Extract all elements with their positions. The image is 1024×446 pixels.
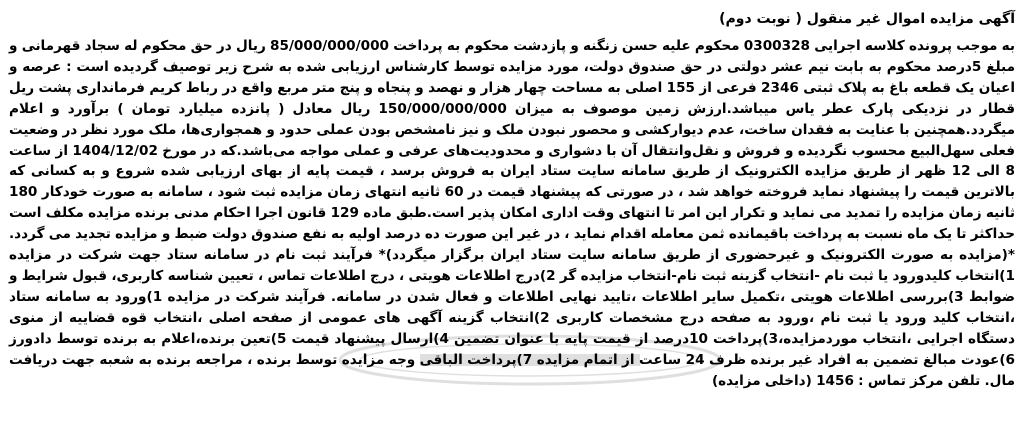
notice-body: به موجب پرونده کلاسه اجرایی 0300328 محکوم علیه حسن زنگنه و پازدشت محکوم به پرداخت 85/000/000/000 ریال در حق محکوم له سجاد قهرمانی و مبلغ 5درصد محکوم به بابت نیم عشر دولتی در حق صندوق دولت، مورد مزایده توسط کارشناس ارزیابی شده به شرح زیر توصیف گردیده است : عرصه و اعیان یک قطعه باغ به پلاک ثبتی 2346 فرعی از 155 اصلی به مساحت چهار هزار و نهصد و پنجاه و پنج متر مربع واقع در رباط کریم فرمانداری پشت ریل قطار در نزدیکی پارک عطر یاس میباشد.ارزش زمین موصوف به میزان 150/000/000/000 ریال معادل ( پانزده میلیارد تومان ) برآورد و اعلام میگردد.همچنین با عنایت به فقدان ساخت، عدم دیوارکشی و محصور نبودن ملک و نیز نامشخص بودن عملی حدود و همجواری‌ها، ملک مورد نظر در وضعیت فعلی سهل‌البیع محسوب نگردیده و فروش و نقل‌وانتقال آن با دشواری و محدودیت‌های عرفی و عملی مواجه می‌باشد.که در مورخ 1404/12/02 از ساعت 8 الی 12 ظهر از طریق مزایده الکترونیک از طریق سامانه سایت ستاد ایران به فروش برسد ، قیمت پایه از بهای ارزیابی شده شروع و به کسانی که بالاترین قیمت را پیشنهاد نماید فروخته خواهد شد ، در صورتی که پیشنهاد قیمت در 60 ثانیه انتهای زمان مزایده ثبت شود ، سامانه به صورت خودکار 180 ثانیه زمان مزایده را تمدید می نماید و تکرار این امر تا انتهای وقت اداری امکان پذیر است.طبق ماده 129 قانون اجرا احکام مدنی برنده مزایده مکلف است حداکثر تا یک ماه نسبت به پرداخت باقیمانده ثمن معامله اقدام نماید ، در غیر این صورت ده درصد اولیه به نفع صندوق دولت ضبط و مزایده تجدید می گردد. *(مزایده به صورت الکترونیک و غیرحضوری از طریق سامانه سایت ستاد ایران برگزار میگردد)* فرآیند ثبت نام در سامانه ستاد جهت شرکت در مزایده 1)انتخاب کلیدورود یا ثبت نام -انتخاب گزینه ثبت نام-انتخاب مزایده گر 2)درج اطلاعات هویتی ، درج اطلاعات تماس ، تعیین شناسه کاربری، قبول شرایط و ضوابط 3)بررسی اطلاعات هویتی ،تکمیل سایر اطلاعات ،تایید نهایی اطلاعات و فعال شدن در سامانه. فرآیند شرکت در مزایده 1)ورود به سامانه ستاد ،انتخاب کلید ورود یا ثبت نام ،ورود به صفحه درج مشخصات کاربری 2)انتخاب گزینه آگهی های عمومی از صفحه اصلی ،انتخاب قوه قضاییه از منوی دستگاه اجرایی ،انتخاب موردمزایده،3)پرداخت 10درصد از قیمت پایه با عنوان تضمین 4)ارسال پیشنهاد قیمت 5)تعین برنده،اعلام به برنده توسط دادورز 6)عودت مبالغ تضمین به افراد غیر برنده ظرف 24 ساعت از اتمام مزایده 7)پرداخت الباقی وجه مزایده توسط برنده ، مراجعه برنده به شعبه جهت دریافت مال. تلفن مرکز تماس : 1456 (داخلی مزایده) (9, 38, 1016, 389)
notice-title: آگهی مزایده اموال غیر منقول ( نوبت دوم) (719, 11, 1015, 27)
